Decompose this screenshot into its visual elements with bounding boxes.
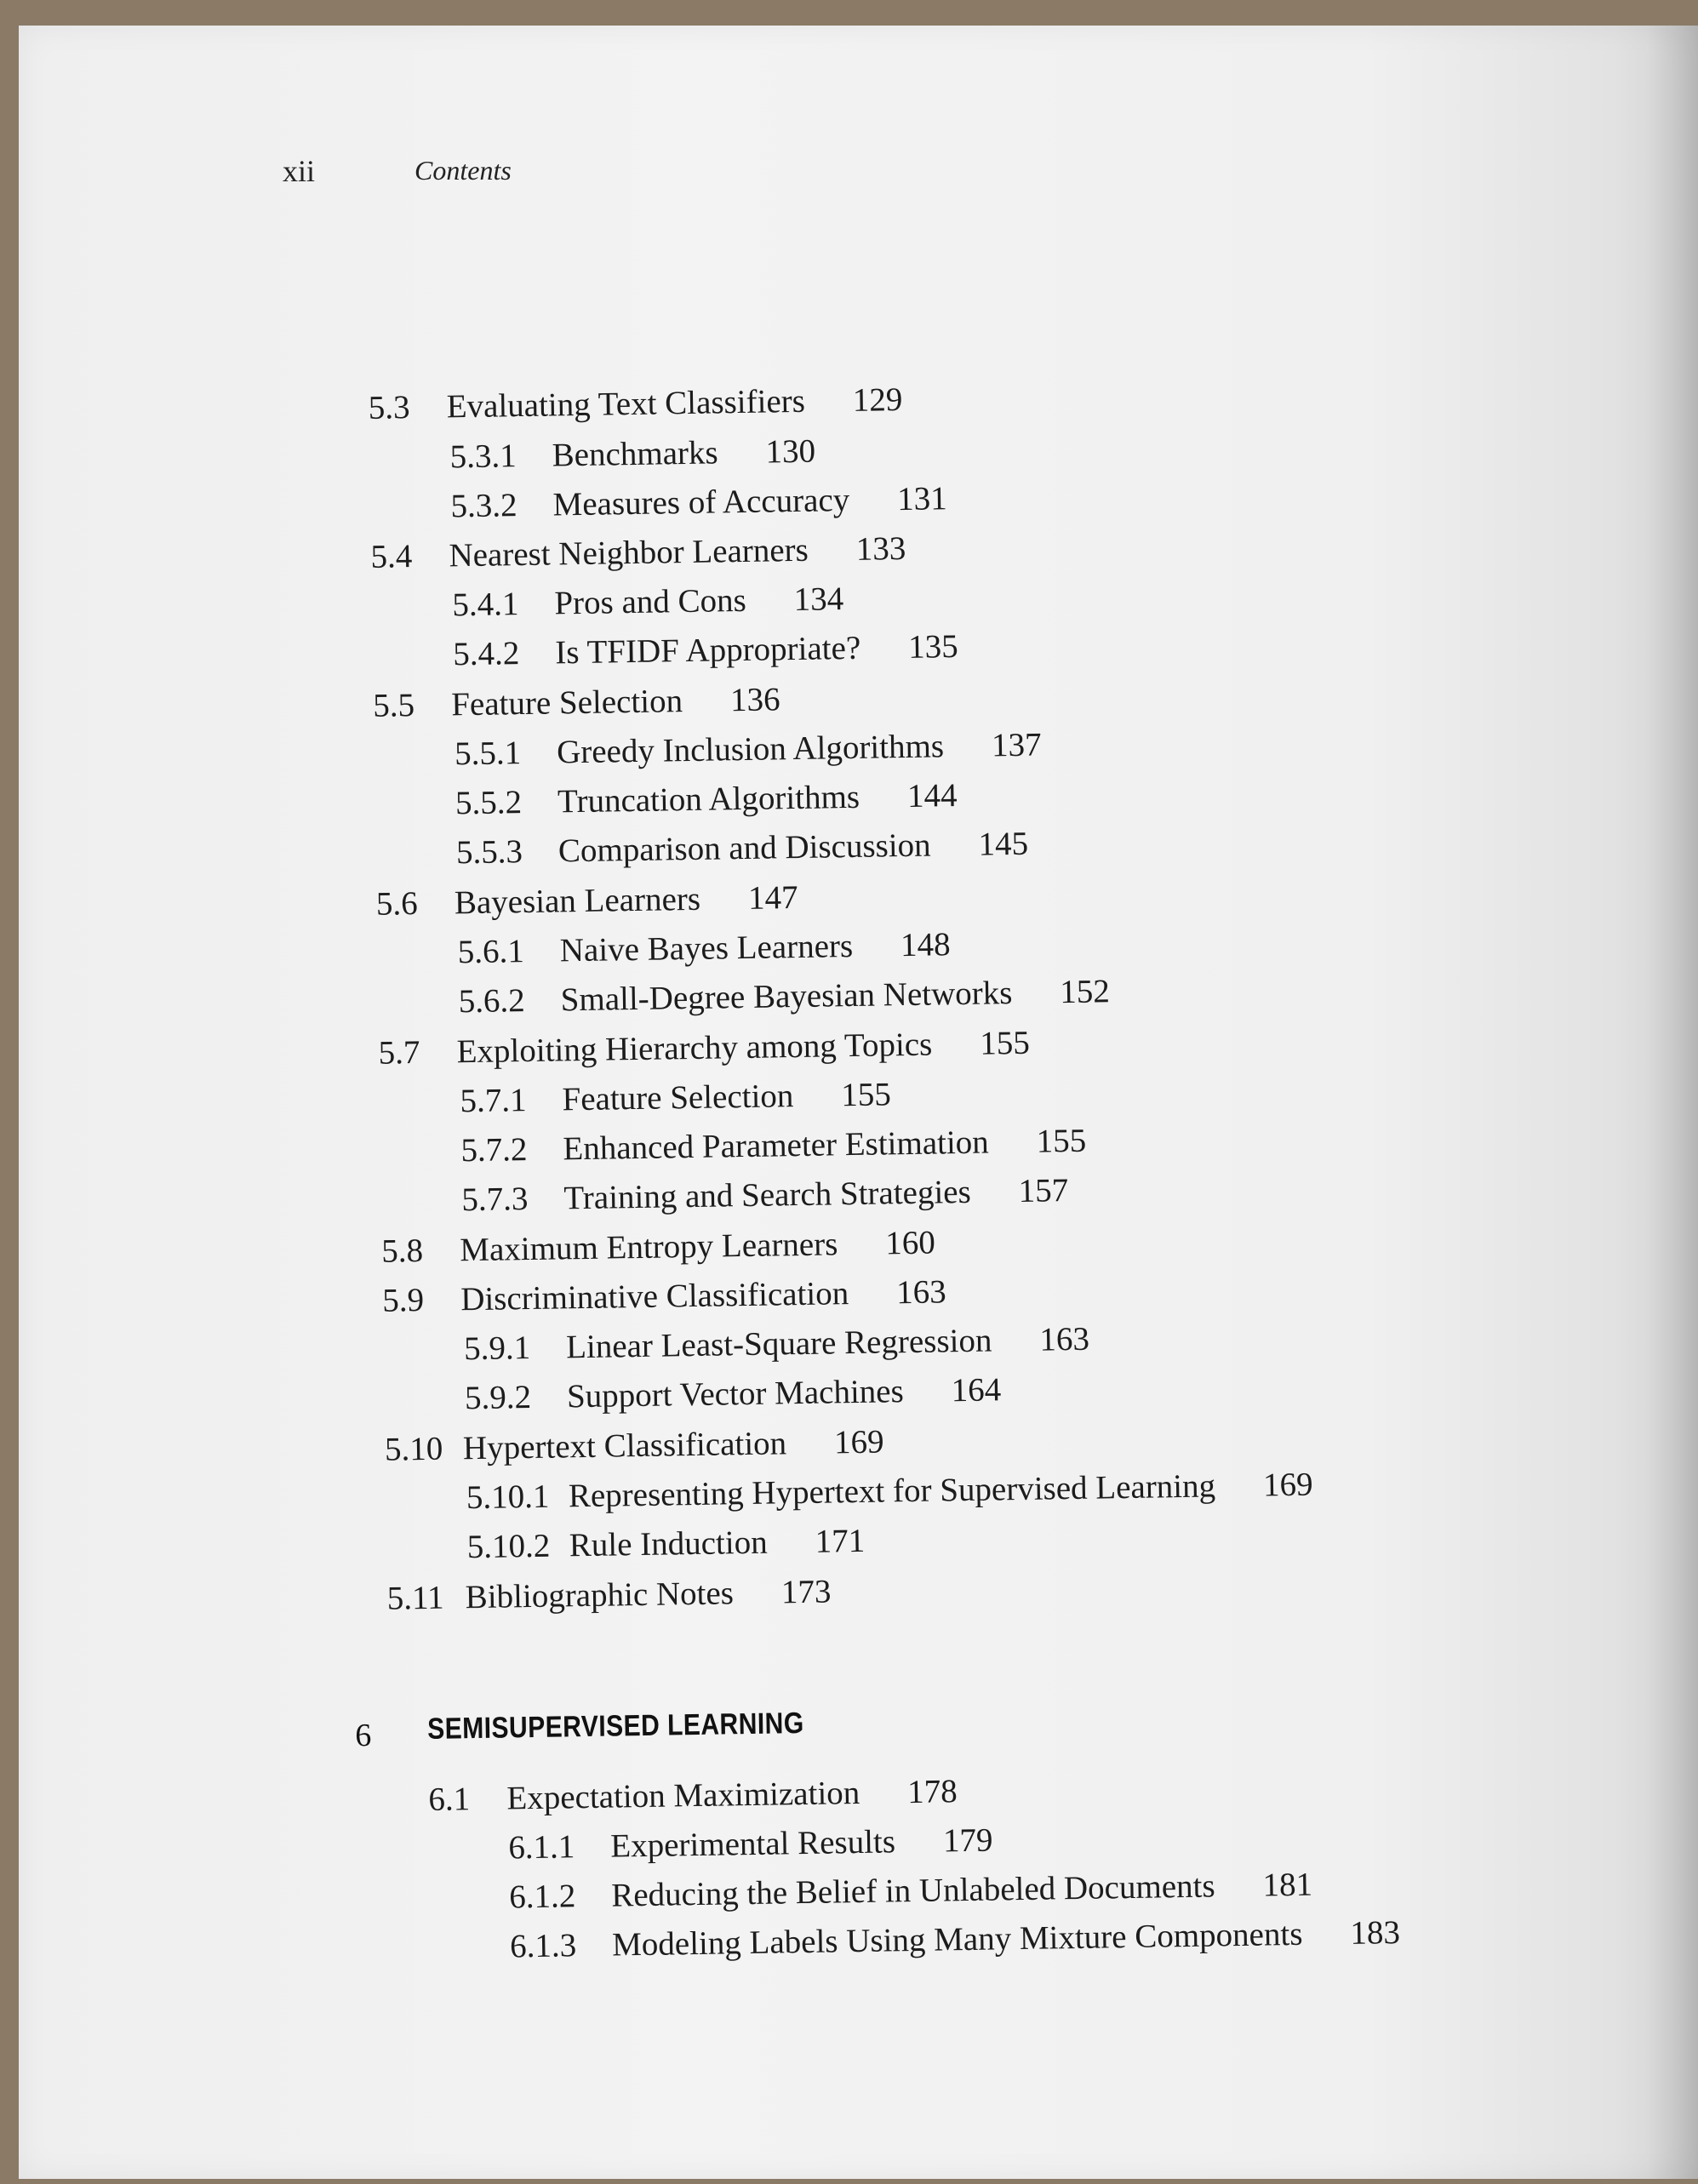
toc-entry-number: 5.5.2 (455, 784, 523, 822)
toc-entry-number: 5.10.1 (466, 1478, 550, 1517)
toc-entry-label: Discriminative Classification (460, 1275, 849, 1318)
toc-entry (382, 1275, 946, 1317)
toc-entry-page: 169 (1262, 1466, 1313, 1504)
toc-entry-number: 5.3.2 (450, 487, 517, 525)
toc-entry-number: 5.6.2 (458, 982, 526, 1021)
toc-entry-label: Training and Search Strategies (563, 1173, 972, 1217)
toc-entry-number: 5.10 (384, 1430, 443, 1468)
toc-entry-label: Maximum Entropy Learners (459, 1226, 838, 1269)
toc-entry-page: 148 (900, 926, 951, 964)
toc-entry-number: 6.1.1 (508, 1828, 575, 1867)
toc-entry-label: Support Vector Machines (566, 1373, 905, 1415)
toc-entry (460, 1124, 1086, 1168)
toc-entry-page: 155 (979, 1024, 1031, 1062)
toc-entry-page: 181 (1262, 1866, 1313, 1904)
toc-entry-page: 155 (841, 1076, 892, 1114)
toc-entry-page: 160 (884, 1224, 936, 1262)
toc-entry-number: 5.5 (372, 687, 415, 724)
toc-entry-label: Benchmarks (552, 434, 718, 474)
toc-entry-page: 157 (1018, 1172, 1069, 1209)
toc-entry (509, 1868, 1312, 1914)
toc-entry-page: 145 (978, 825, 1029, 863)
toc-entry-label: Comparison and Discussion (557, 826, 931, 870)
toc-entry-label: Greedy Inclusion Algorithms (556, 728, 945, 771)
toc-entry-number: 6.1.2 (508, 1878, 576, 1916)
toc-entry-page: 178 (906, 1773, 958, 1811)
toc-entry-number: 5.4.1 (452, 586, 519, 624)
toc-entry-label: Exploiting Hierarchy among Topics (456, 1026, 933, 1071)
toc-entry-page: 130 (765, 432, 816, 471)
toc-entry (378, 1026, 1030, 1070)
toc-entry-number: 5.6 (375, 885, 419, 923)
toc-entry-label: Modeling Labels Using Many Mixture Components (611, 1915, 1303, 1964)
toc-entry-page: 163 (895, 1273, 946, 1312)
toc-entry (452, 580, 844, 624)
toc-entry-number: 5.6.1 (457, 933, 525, 971)
chapter-number: 6 (354, 1717, 372, 1754)
toc-entry (508, 1821, 993, 1867)
toc-entry (375, 878, 798, 923)
toc-entry-label: Enhanced Parameter Estimation (563, 1123, 990, 1168)
toc-entry-label: Reducing the Belief in Unlabeled Documents (610, 1867, 1215, 1914)
toc-entry-label: Rule Induction (569, 1524, 768, 1564)
toc-entry-number: 5.9 (381, 1281, 425, 1319)
toc-entry-page: 171 (815, 1522, 866, 1560)
toc-entry-label: Experimental Results (610, 1823, 896, 1865)
toc-entry-number: 5.7.1 (460, 1082, 527, 1120)
toc-entry-label: Feature Selection (450, 683, 683, 723)
toc-entry-page: 152 (1059, 973, 1111, 1011)
toc-entry-label: Measures of Accuracy (552, 481, 850, 523)
toc-entry-label: Pros and Cons (554, 581, 747, 622)
toc-entry-number: 5.9.2 (464, 1378, 532, 1417)
toc-entry-label: Nearest Neighbor Learners (449, 531, 809, 575)
toc-entry (428, 1775, 958, 1816)
toc-entry-number: 5.9.1 (463, 1329, 531, 1368)
toc-entry (385, 1425, 884, 1466)
chapter-title: SEMISUPERVISED LEARNING (426, 1706, 804, 1746)
toc-entry-number: 5.4.2 (452, 635, 520, 673)
toc-entry-number: 5.7 (378, 1033, 420, 1072)
page-folio: xii (283, 154, 316, 188)
toc-entry-page: 134 (793, 580, 844, 619)
toc-entry-number: 6.1 (428, 1781, 471, 1818)
toc-entry (456, 827, 1029, 870)
toc-entry (458, 973, 1111, 1021)
toc-entry (461, 1172, 1069, 1219)
toc-entry-number: 5.5.1 (454, 735, 522, 773)
toc-entry-page: 136 (729, 681, 780, 719)
toc-entry-page: 137 (991, 726, 1042, 764)
toc-entry-number: 5.11 (386, 1579, 444, 1617)
toc-entry-number: 5.7.3 (461, 1181, 529, 1219)
toc-entry (386, 1575, 831, 1615)
toc-entry-label: Expectation Maximization (506, 1774, 860, 1817)
toc-entry (467, 1524, 866, 1564)
toc-entry-page: 183 (1350, 1914, 1401, 1952)
toc-entry-page: 129 (852, 380, 903, 419)
toc-entry-label: Representing Hypertext for Supervised Learning (568, 1467, 1216, 1515)
running-head-title: Contents (414, 155, 512, 186)
toc-entry-label: Hypertext Classification (462, 1425, 787, 1467)
toc-entry-page: 144 (906, 777, 958, 815)
toc-entry-number: 5.8 (381, 1232, 424, 1270)
toc-entry-number: 5.5.3 (455, 833, 523, 872)
toc-entry-number: 5.10.2 (466, 1527, 551, 1566)
toc-entry-number: 5.3 (368, 389, 410, 426)
toc-entry-page: 155 (1036, 1122, 1087, 1160)
toc-entry (381, 1224, 936, 1270)
toc-entry-page: 169 (833, 1423, 884, 1461)
toc-entry-number: 5.7.2 (460, 1131, 528, 1169)
toc-entry-number: 5.3.1 (449, 437, 517, 476)
toc-entry (454, 726, 1042, 773)
toc-entry-number: 6.1.3 (509, 1927, 577, 1965)
toc-entry-page: 147 (747, 878, 798, 917)
book-page (19, 26, 1698, 2179)
toc-entry-page: 164 (951, 1371, 1002, 1409)
toc-entry (466, 1468, 1313, 1515)
toc-entry (450, 482, 947, 523)
toc-entry (455, 779, 958, 820)
toc-entry-label: Truncation Algorithms (557, 778, 860, 820)
toc-entry-label: Naive Bayes Learners (559, 927, 854, 969)
toc-entry-label: Bayesian Learners (454, 880, 701, 922)
toc-entry-label: Is TFIDF Appropriate? (554, 629, 861, 672)
toc-entry (452, 627, 959, 673)
toc-entry-page: 135 (907, 627, 959, 666)
toc-entry-page: 173 (780, 1573, 832, 1611)
toc-entry (465, 1373, 1002, 1415)
toc-entry-page: 163 (1039, 1320, 1090, 1358)
toc-entry (510, 1916, 1400, 1963)
toc-entry (463, 1320, 1090, 1368)
toc-entry-label: Feature Selection (562, 1078, 794, 1118)
toc-entry-page: 131 (896, 480, 948, 518)
toc-entry (458, 928, 951, 969)
toc-entry-label: Small-Degree Bayesian Networks (560, 975, 1013, 1019)
toc-entry-number: 5.4 (370, 538, 413, 575)
table-of-contents (14, 4, 1698, 2184)
toc-entry (460, 1078, 891, 1118)
toc-entry (368, 380, 903, 426)
toc-entry-page: 179 (942, 1821, 993, 1860)
toc-entry (370, 529, 906, 575)
toc-entry-page: 133 (855, 529, 906, 568)
toc-entry-label: Linear Least-Square Regression (565, 1322, 992, 1366)
toc-entry (449, 432, 816, 476)
toc-entry (373, 683, 780, 723)
toc-entry-label: Bibliographic Notes (465, 1575, 735, 1616)
toc-entry-label: Evaluating Text Classifiers (446, 382, 806, 426)
